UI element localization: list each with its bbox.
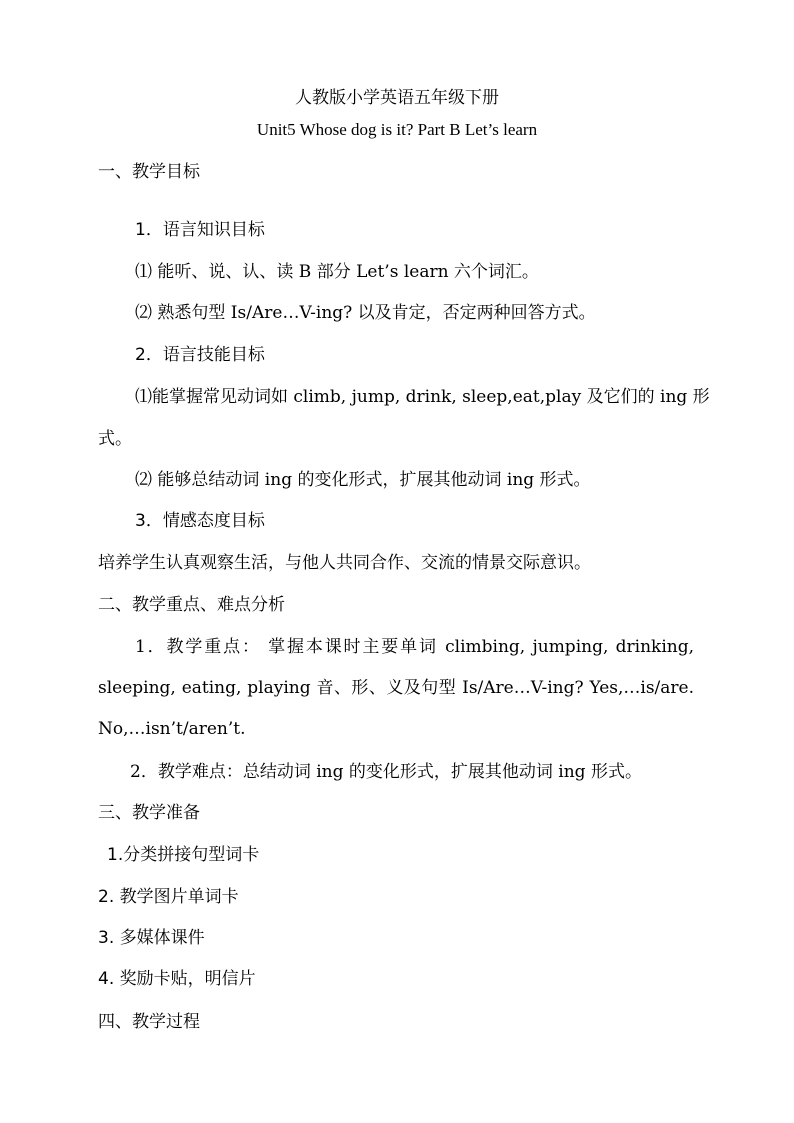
key-point-line-1: 1．教学重点： 掌握本课时主要单词 climbing, jumping, drinking,: [135, 637, 694, 657]
goal-knowledge-item-2: ⑵ 熟悉句型 Is/Are…V-ing? 以及肯定，否定两种回答方式。: [135, 303, 596, 323]
goal-knowledge-item-1: ⑴ 能听、说、认、读 B 部分 Let’s learn 六个词汇。: [135, 262, 539, 282]
section-heading-process: 四、教学过程: [98, 1012, 200, 1032]
document-title: 人教版小学英语五年级下册: [295, 88, 499, 108]
goal-skills-item-1-line-1: ⑴能掌握常见动词如 climb, jump, drink, sleep,eat,play 及它们的 ing 形: [135, 387, 710, 407]
goal-attitude-text: 培养学生认真观察生活，与他人共同合作、交流的情景交际意识。: [98, 553, 591, 573]
goal-heading-attitude: 3．情感态度目标: [135, 511, 265, 531]
difficulty-point: 2．教学难点：总结动词 ing 的变化形式，扩展其他动词 ing 形式。: [130, 762, 642, 782]
section-heading-preparation: 三、教学准备: [98, 803, 200, 823]
section-heading-goals: 一、教学目标: [98, 162, 200, 182]
prep-item-1: 1.分类拼接句型词卡: [107, 845, 260, 865]
prep-item-3: 3. 多媒体课件: [98, 928, 205, 948]
section-heading-key-points: 二、教学重点、难点分析: [98, 595, 285, 615]
document-subtitle: Unit5 Whose dog is it? Part B Let’s learn: [256, 120, 538, 139]
goal-skills-item-1-line-2: 式。: [98, 429, 132, 449]
key-point-line-2: sleeping, eating, playing 音、形、义及句型 Is/Are…V-ing? Yes,…is/are.: [98, 678, 694, 698]
prep-item-4: 4. 奖励卡贴，明信片: [98, 969, 256, 989]
prep-item-2: 2. 教学图片单词卡: [98, 887, 239, 907]
goal-heading-knowledge: 1．语言知识目标: [135, 220, 265, 240]
key-point-line-3: No,…isn’t/aren’t.: [98, 719, 246, 739]
goal-skills-item-2: ⑵ 能够总结动词 ing 的变化形式，扩展其他动词 ing 形式。: [135, 470, 591, 490]
goal-heading-skills: 2．语言技能目标: [135, 345, 265, 365]
